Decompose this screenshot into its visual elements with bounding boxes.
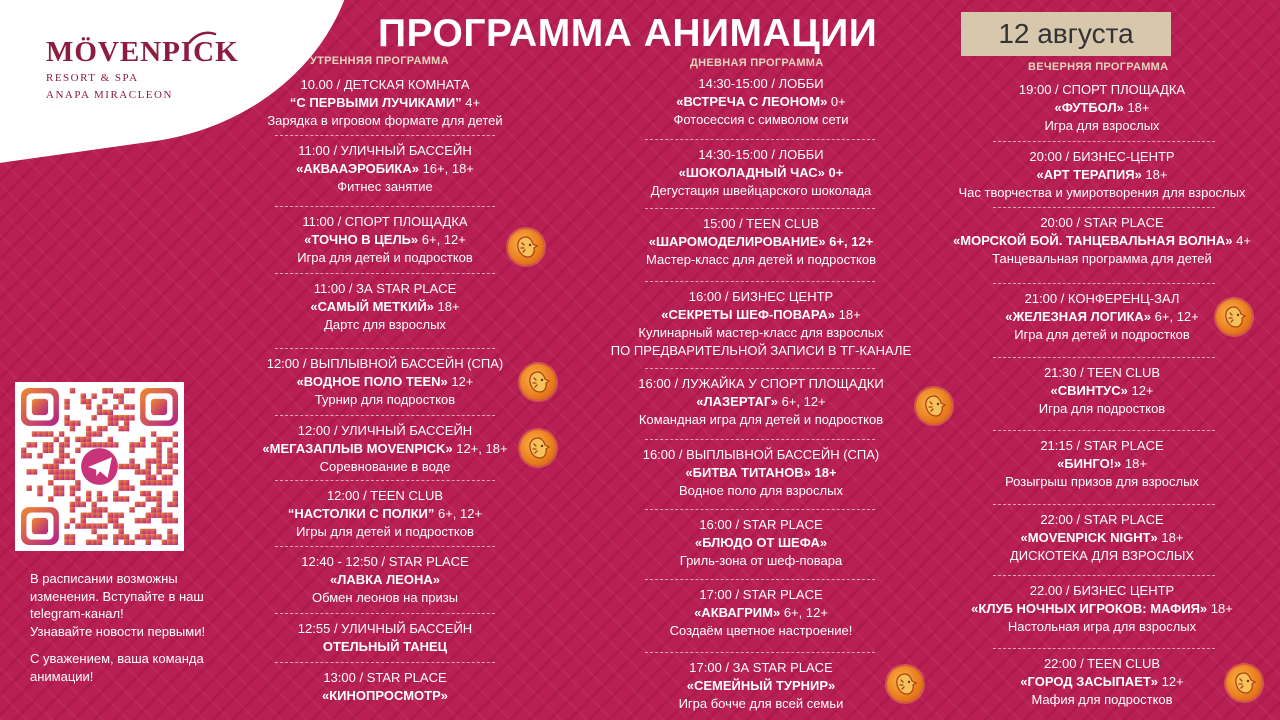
- event-time: 21:30 / TEEN CLUB: [1043, 365, 1161, 380]
- event-title-line: [185, 571, 585, 589]
- event-description: Турнир для подростков: [314, 392, 456, 407]
- event-title: «ЖЕЛЕЗНАЯ ЛОГИКА»: [1005, 309, 1152, 324]
- event-separator: [275, 662, 495, 663]
- event-time: 11:00 / СПОРТ ПЛОЩАДКА: [302, 214, 468, 229]
- event-separator: [275, 206, 495, 207]
- event-separator: [993, 207, 1215, 208]
- event-description: Игра для детей и подростков: [297, 250, 473, 265]
- event-age: 18+: [1157, 530, 1184, 545]
- event-age: 18+: [433, 299, 460, 314]
- day-event: [561, 146, 961, 200]
- event-description: Фитнес занятие: [337, 179, 433, 194]
- event-time: 15:00 / TEEN CLUB: [702, 216, 820, 231]
- event-title-line: [561, 604, 961, 622]
- event-title-line: [902, 99, 1280, 117]
- notice-line: С уважением, ваша команда: [30, 651, 204, 666]
- event-time: 16:00 / БИЗНЕС ЦЕНТР: [688, 289, 834, 304]
- event-separator: [645, 139, 875, 140]
- event-time: 19:00 / СПОРТ ПЛОЩАДКА: [1018, 82, 1186, 97]
- evening-event: [902, 81, 1280, 135]
- event-title: «ГОРОД ЗАСЫПАЕТ»: [1020, 674, 1159, 689]
- event-title: «ТОЧНО В ЦЕЛЬ»: [304, 232, 419, 247]
- morning-event: [185, 76, 585, 130]
- event-time: 17:00 / ЗА STAR PLACE: [689, 660, 833, 675]
- event-time: 13:00 / STAR PLACE: [323, 670, 447, 685]
- notice-line: [30, 640, 205, 650]
- evening-event: [902, 511, 1280, 565]
- event-description: Мастер-класс для детей и подростков: [645, 252, 876, 267]
- event-description: Настольная игра для взрослых: [1007, 619, 1197, 634]
- event-time: 16:00 / ЛУЖАЙКА У СПОРТ ПЛОЩАДКИ: [638, 376, 884, 391]
- event-title: «ШОКОЛАДНЫЙ ЧАС» 0+: [678, 165, 844, 180]
- notice-line: telegram-канал!: [30, 606, 124, 621]
- event-title-line: [561, 306, 961, 324]
- event-title-line: [561, 534, 961, 552]
- event-separator: [275, 613, 495, 614]
- event-title: «КИНОПРОСМОТР»: [322, 688, 448, 703]
- event-title-line: [185, 160, 585, 178]
- event-title: «АКВАГРИМ»: [694, 605, 781, 620]
- event-time: 14:30-15:00 / ЛОББИ: [698, 147, 824, 162]
- event-time: 22:00 / STAR PLACE: [1040, 512, 1164, 527]
- day-heading: ДНЕВНАЯ ПРОГРАММА: [690, 57, 824, 69]
- event-separator: [993, 357, 1215, 358]
- event-age: 18+: [1123, 100, 1150, 115]
- event-time: 21:00 / КОНФЕРЕНЦ-ЗАЛ: [1024, 291, 1180, 306]
- event-title: «БИТВА ТИТАНОВ» 18+: [685, 465, 837, 480]
- event-separator: [645, 281, 875, 282]
- event-time: 16:00 / STAR PLACE: [699, 517, 823, 532]
- event-title: «МЕГАЗАПЛЫВ MOVENPICK»: [262, 441, 453, 456]
- event-separator: [275, 546, 495, 547]
- event-separator: [275, 415, 495, 416]
- event-separator: [993, 575, 1215, 576]
- event-age: 18+: [1141, 167, 1168, 182]
- event-time: 17:00 / STAR PLACE: [699, 587, 823, 602]
- morning-event: [185, 142, 585, 196]
- morning-event: [185, 669, 585, 705]
- event-title-line: [185, 298, 585, 316]
- event-time: 11:00 / УЛИЧНЫЙ БАССЕЙН: [298, 143, 472, 158]
- event-description: Игры для детей и подростков: [296, 524, 474, 539]
- event-title-line: [902, 166, 1280, 184]
- event-description: Кулинарный мастер-класс для взрослых: [638, 325, 884, 340]
- event-title-line: [561, 93, 961, 111]
- day-event: [561, 516, 961, 570]
- event-time: 12:00 / УЛИЧНЫЙ БАССЕЙН: [297, 423, 473, 438]
- notice-line: Узнавайте новости первыми!: [30, 623, 206, 639]
- event-age: 0+: [827, 94, 846, 109]
- event-title-line: [902, 232, 1280, 250]
- date-badge: 12 августа: [961, 12, 1171, 56]
- event-description: Розыгрыш призов для взрослых: [1005, 474, 1199, 489]
- event-title-line: [902, 673, 1280, 691]
- evening-event: [902, 364, 1280, 418]
- event-age: 4+: [1232, 233, 1251, 248]
- day-event: [561, 375, 961, 429]
- event-age: 12+: [1127, 383, 1154, 398]
- event-time: 10.00 / ДЕТСКАЯ КОМНАТА: [300, 77, 470, 92]
- event-time: 14:30-15:00 / ЛОББИ: [698, 76, 824, 91]
- event-description: Водное поло для взрослых: [679, 483, 843, 498]
- event-description: Дартс для взрослых: [324, 317, 446, 332]
- event-time: 20:00 / БИЗНЕС-ЦЕНТР: [1029, 149, 1175, 164]
- event-title: «СЕМЕЙНЫЙ ТУРНИР»: [686, 678, 836, 693]
- event-description: Игра для детей и подростков: [1014, 327, 1190, 342]
- event-title: «БИНГО!»: [1057, 456, 1122, 471]
- event-title-line: [185, 505, 585, 523]
- event-description: Час творчества и умиротворения для взрослых: [958, 185, 1246, 200]
- lion-emblem-icon: [887, 666, 923, 702]
- brand-line-2: ANAPA MIRACLEON: [46, 89, 173, 101]
- lion-emblem-icon: [520, 364, 556, 400]
- event-description: Игра для взрослых: [1044, 118, 1160, 133]
- event-separator: [993, 141, 1215, 142]
- event-title-line: [902, 455, 1280, 473]
- event-title-line: [902, 600, 1280, 618]
- event-title-line: [902, 529, 1280, 547]
- event-description: Игра для подростков: [1038, 401, 1166, 416]
- event-age: 4+: [461, 95, 481, 110]
- event-time: 12:00 / TEEN CLUB: [326, 488, 444, 503]
- event-separator: [993, 283, 1215, 284]
- event-title-line: [561, 233, 961, 251]
- event-age: 6+, 12+: [777, 394, 826, 409]
- day-event: [561, 586, 961, 640]
- notice-line: анимации!: [30, 668, 94, 684]
- morning-event: [185, 280, 585, 334]
- event-description: Обмен леонов на призы: [311, 590, 459, 605]
- day-event: [561, 215, 961, 269]
- event-separator: [275, 135, 495, 136]
- event-title: «СЕКРЕТЫ ШЕФ-ПОВАРА»: [661, 307, 836, 322]
- event-time: 21:15 / STAR PLACE: [1040, 438, 1164, 453]
- event-title: «СВИНТУС»: [1050, 383, 1128, 398]
- event-age: 6+, 12+: [418, 232, 466, 247]
- event-title-line: [561, 464, 961, 482]
- event-title: «АРТ ТЕРАПИЯ»: [1036, 167, 1142, 182]
- event-title: «ВОДНОЕ ПОЛО TEEN»: [296, 374, 448, 389]
- event-separator: [275, 480, 495, 481]
- event-description: Гриль-зона от шеф-повара: [679, 553, 843, 568]
- event-title: «МОРСКОЙ БОЙ. ТАНЦЕВАЛЬНАЯ ВОЛНА»: [953, 233, 1233, 248]
- event-time: 22.00 / БИЗНЕС ЦЕНТР: [1029, 583, 1175, 598]
- event-age: 18+: [1121, 456, 1147, 471]
- qr-pattern: [21, 388, 178, 545]
- notice-text: [30, 570, 205, 685]
- event-description: Зарядка в игровом формате для детей: [267, 113, 503, 128]
- event-title: «ЛАВКА ЛЕОНА»: [330, 572, 440, 587]
- event-title: «АКВААЭРОБИКА»: [296, 161, 419, 176]
- event-age: 12+: [447, 374, 474, 389]
- event-title: «ВСТРЕЧА С ЛЕОНОМ»: [676, 94, 828, 109]
- event-description: ДИСКОТЕКА ДЛЯ ВЗРОСЛЫХ: [1009, 548, 1195, 563]
- event-separator: [645, 509, 875, 510]
- event-description: Игра бочче для всей семьи: [678, 696, 844, 711]
- evening-event: [902, 148, 1280, 202]
- movenpick-swash-icon: [187, 31, 217, 45]
- event-separator: [993, 430, 1215, 431]
- event-separator: [645, 368, 875, 369]
- event-separator: [645, 208, 875, 209]
- morning-event: [185, 553, 585, 607]
- brand-line-1: RESORT & SPA: [46, 72, 139, 84]
- page-title: ПРОГРАММА АНИМАЦИИ: [378, 12, 878, 55]
- event-title-line: [185, 94, 585, 112]
- event-description: Дегустация швейцарского шоколада: [650, 183, 872, 198]
- lion-emblem-icon: [520, 430, 556, 466]
- lion-emblem-icon: [1216, 299, 1252, 335]
- event-separator: [645, 579, 875, 580]
- event-title-line: [185, 687, 585, 705]
- event-title: «ШАРОМОДЕЛИРОВАНИЕ» 6+, 12+: [648, 234, 874, 249]
- event-description: Командная игра для детей и подростков: [638, 412, 884, 427]
- event-age: 12+: [1158, 674, 1184, 689]
- evening-heading: ВЕЧЕРНЯЯ ПРОГРАММА: [1028, 61, 1169, 73]
- event-title: «ЛАЗЕРТАГ»: [696, 394, 778, 409]
- event-title: «ФУТБОЛ»: [1054, 100, 1124, 115]
- event-title: “НАСТОЛКИ С ПОЛКИ”: [287, 506, 435, 521]
- event-title-line: [185, 638, 585, 656]
- event-separator: [993, 648, 1215, 649]
- evening-event: [902, 437, 1280, 491]
- notice-line: В расписании возможны: [30, 571, 178, 586]
- day-event: [561, 75, 961, 129]
- lion-emblem-icon: [916, 388, 952, 424]
- morning-event: [185, 487, 585, 541]
- notice-line: изменения. Вступайте в наш: [30, 588, 204, 604]
- day-event: [561, 288, 961, 360]
- evening-event: [902, 582, 1280, 636]
- event-age: 18+: [835, 307, 861, 322]
- event-description: Фотосессия с символом сети: [673, 112, 849, 127]
- event-time: 12:40 - 12:50 / STAR PLACE: [301, 554, 469, 569]
- event-separator: [993, 504, 1215, 505]
- evening-event: [902, 655, 1280, 709]
- event-time: 20:00 / STAR PLACE: [1040, 215, 1164, 230]
- event-age: 6+, 12+: [1151, 309, 1199, 324]
- event-time: 11:00 / ЗА STAR PLACE: [313, 281, 457, 296]
- event-title-line: [561, 393, 961, 411]
- brand-name: MÖVENPICK: [46, 36, 239, 68]
- event-description: Соревнование в воде: [319, 459, 451, 474]
- event-age: 6+, 12+: [434, 506, 483, 521]
- event-age: 6+, 12+: [780, 605, 828, 620]
- event-separator: [645, 439, 875, 440]
- event-title: “С ПЕРВЫМИ ЛУЧИКАМИ”: [289, 95, 462, 110]
- event-age: 16+, 18+: [418, 161, 474, 176]
- event-separator: [275, 273, 495, 274]
- event-separator: [275, 348, 495, 349]
- event-note: ПО ПРЕДВАРИТЕЛЬНОЙ ЗАПИСИ В ТГ-КАНАЛЕ: [610, 343, 912, 358]
- telegram-qr-code[interactable]: [15, 382, 184, 551]
- event-description: Создаём цветное настроение!: [669, 623, 853, 638]
- day-event: [561, 446, 961, 500]
- event-description: Танцевальная программа для детей: [992, 251, 1212, 266]
- event-age: 12+, 18+: [452, 441, 508, 456]
- lion-emblem-icon: [508, 229, 544, 265]
- evening-event: [902, 214, 1280, 268]
- event-title-line: [561, 164, 961, 182]
- event-time: 22:00 / TEEN CLUB: [1043, 656, 1161, 671]
- event-time: 12:00 / ВЫПЛЫВНОЙ БАССЕЙН (СПА): [266, 356, 504, 371]
- event-separator: [645, 652, 875, 653]
- morning-event: [185, 620, 585, 656]
- lion-emblem-icon: [1226, 665, 1262, 701]
- event-description: Мафия для подростков: [1031, 692, 1173, 707]
- event-time: 16:00 / ВЫПЛЫВНОЙ БАССЕЙН (СПА): [642, 447, 880, 462]
- event-title-line: [902, 382, 1280, 400]
- event-title: «MOVENPICK NIGHT»: [1020, 530, 1158, 545]
- event-title: «КЛУБ НОЧНЫХ ИГРОКОВ: МАФИЯ»: [971, 601, 1208, 616]
- event-age: 18+: [1207, 601, 1233, 616]
- morning-heading: УТРЕННЯЯ ПРОГРАММА: [310, 55, 449, 67]
- event-title: ОТЕЛЬНЫЙ ТАНЕЦ: [322, 639, 448, 654]
- event-title: «САМЫЙ МЕТКИЙ»: [310, 299, 434, 314]
- event-title: «БЛЮДО ОТ ШЕФА»: [694, 535, 828, 550]
- event-time: 12:55 / УЛИЧНЫЙ БАССЕЙН: [297, 621, 473, 636]
